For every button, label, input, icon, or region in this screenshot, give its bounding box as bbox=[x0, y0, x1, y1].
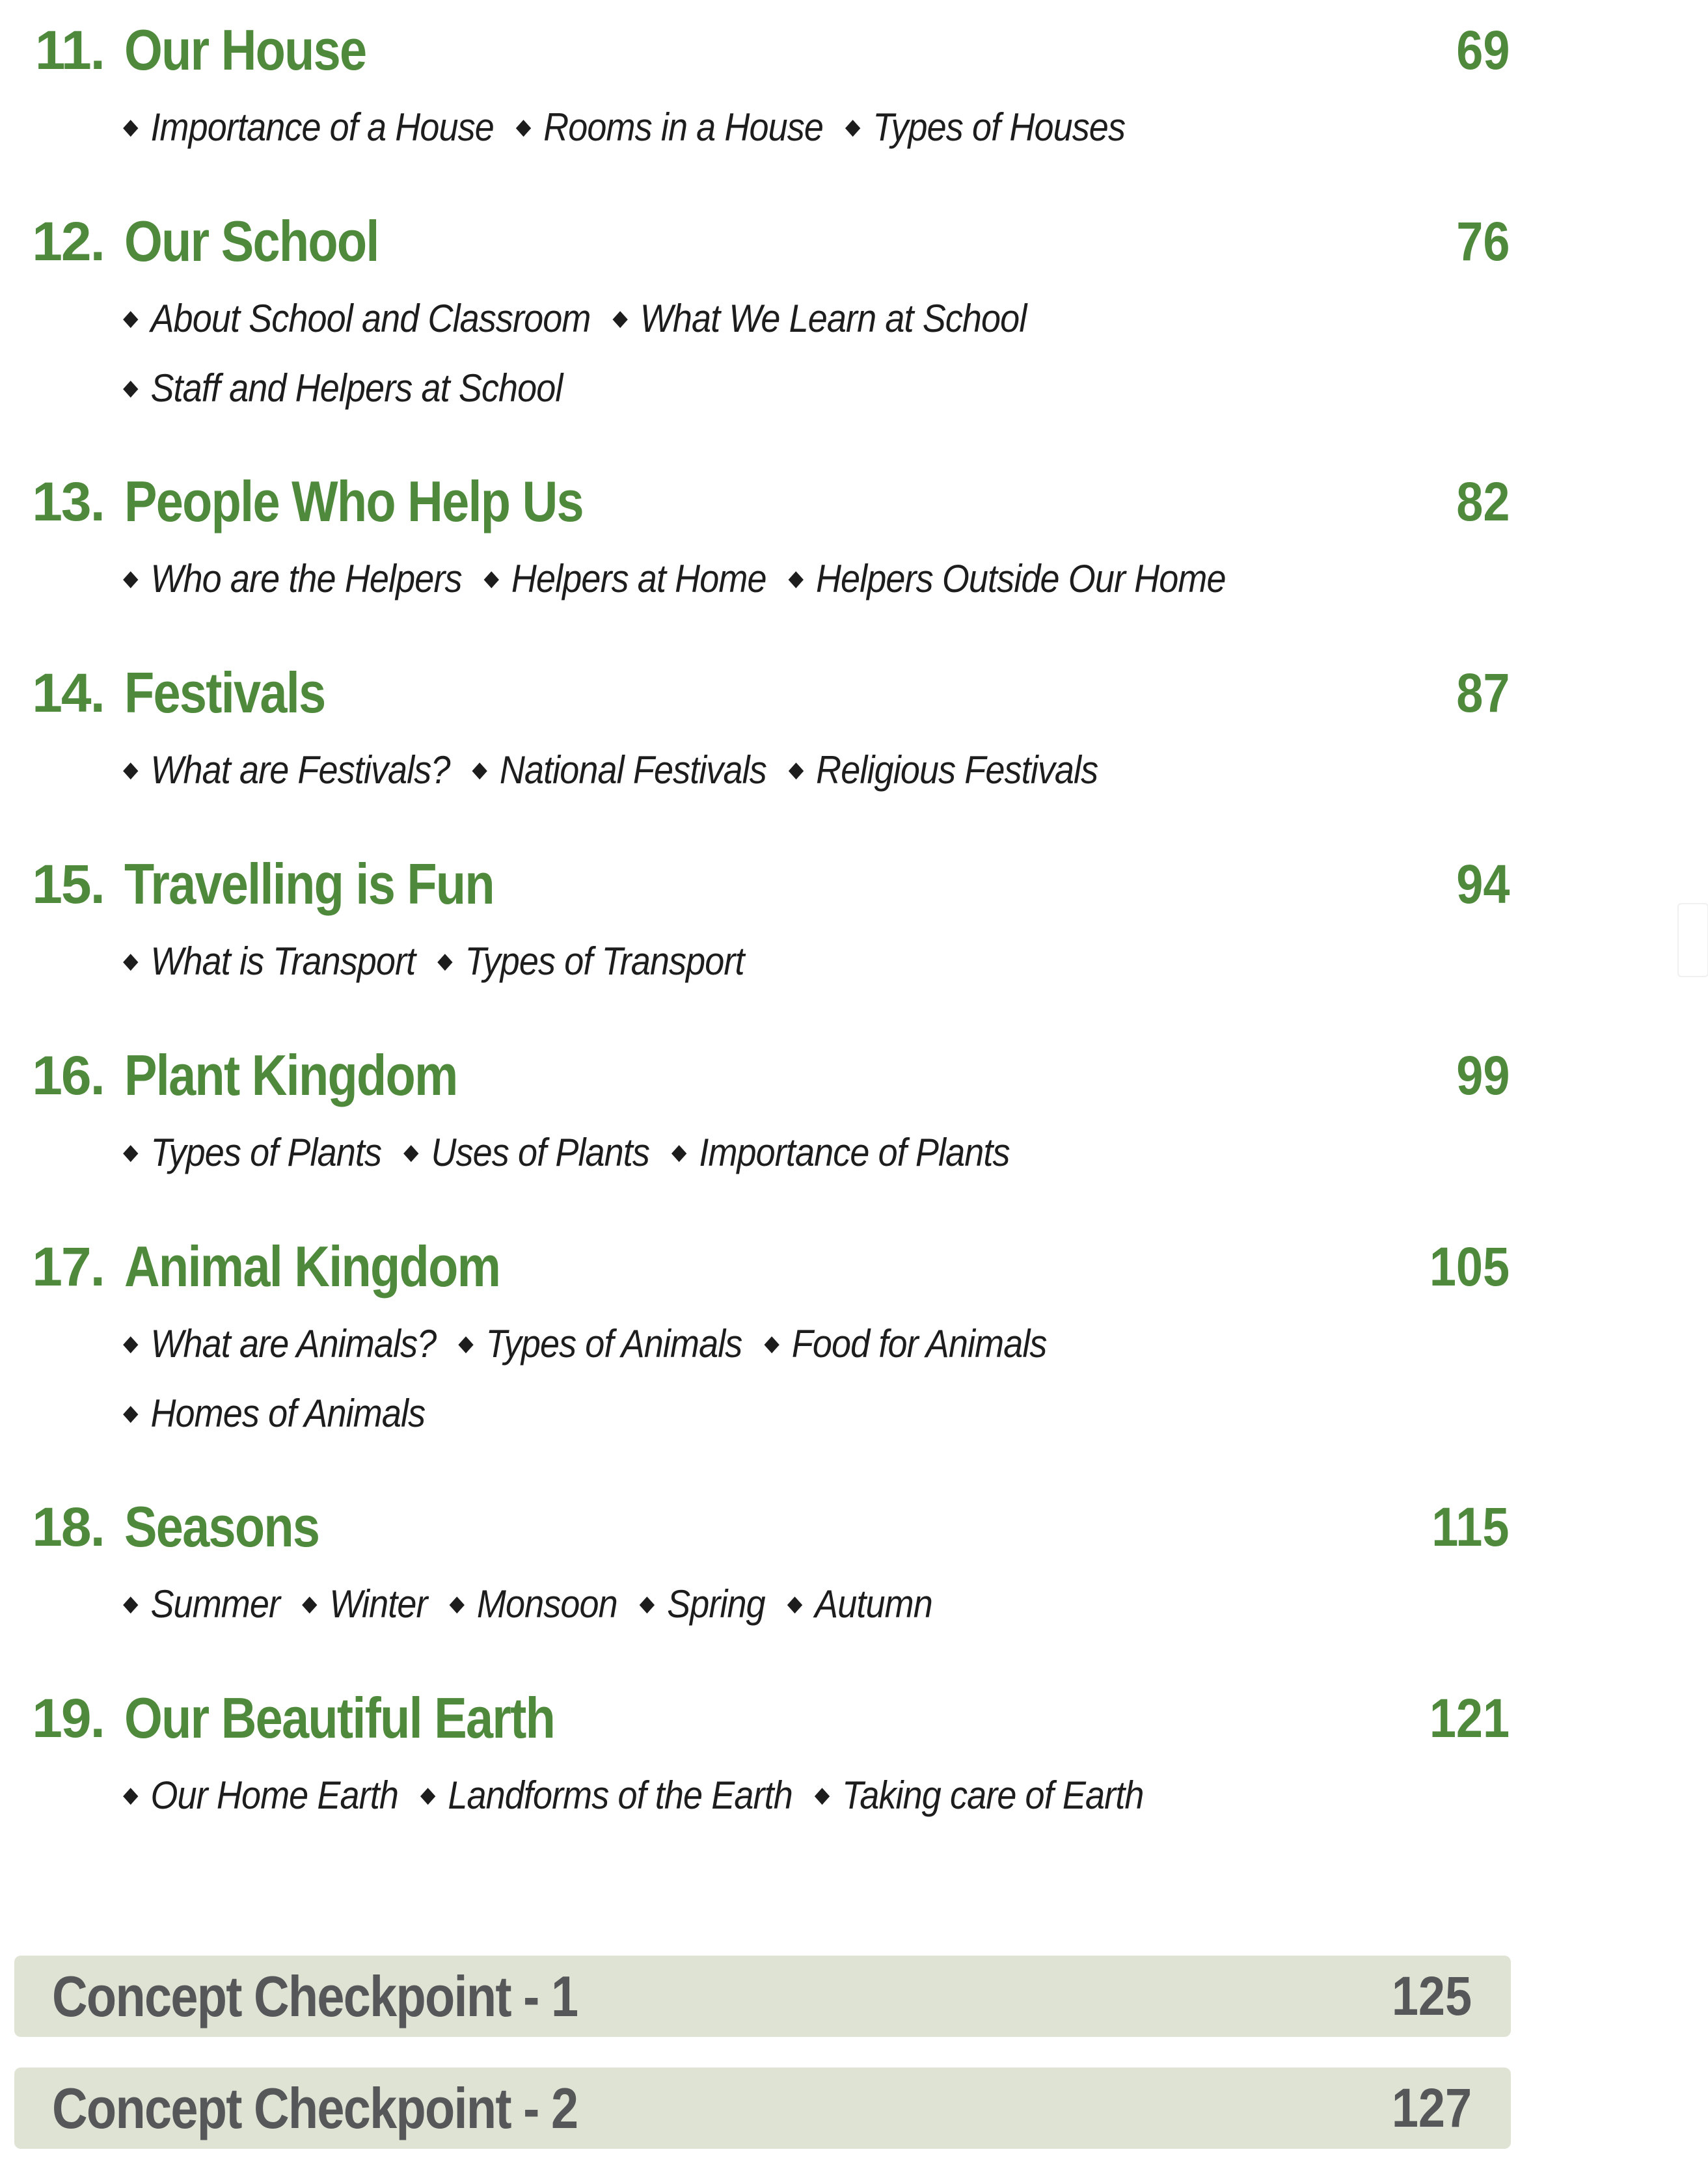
checkpoint-page-number: 127 bbox=[1391, 2077, 1472, 2138]
diamond-bullet-icon: ◆ bbox=[764, 1331, 779, 1356]
topic-list bbox=[123, 1118, 1562, 1187]
diamond-bullet-icon: ◆ bbox=[515, 115, 531, 139]
topic: Winter bbox=[329, 1582, 427, 1626]
diamond-bullet-icon: ◆ bbox=[123, 306, 138, 330]
chapter-entry bbox=[0, 8, 1562, 162]
chapter-title: Plant Kingdom bbox=[124, 1043, 457, 1107]
topic: Importance of a House bbox=[150, 105, 494, 149]
diamond-bullet-icon: ◆ bbox=[123, 1783, 138, 1807]
topic: Our Home Earth bbox=[150, 1773, 398, 1817]
chapter-title: Our House bbox=[124, 18, 366, 82]
chapter-title: People Who Help Us bbox=[124, 469, 583, 533]
chapter-page-number: 69 bbox=[1456, 20, 1510, 81]
diamond-bullet-icon: ◆ bbox=[449, 1591, 465, 1616]
topic: Uses of Plants bbox=[431, 1131, 650, 1174]
chapter-heading[interactable] bbox=[0, 459, 1562, 544]
chapter-title: Our School bbox=[124, 209, 379, 273]
topic: Types of Transport bbox=[465, 939, 744, 983]
chapter-entry bbox=[0, 842, 1562, 996]
chapter-heading[interactable] bbox=[0, 1485, 1562, 1569]
chapter-page-number: 87 bbox=[1456, 662, 1510, 723]
diamond-bullet-icon: ◆ bbox=[639, 1591, 655, 1616]
topic-line bbox=[123, 1760, 1418, 1830]
topic-list bbox=[123, 926, 1562, 996]
topic: Monsoon bbox=[476, 1582, 617, 1626]
topic-line bbox=[123, 1309, 1418, 1379]
chapter-heading[interactable] bbox=[0, 842, 1562, 926]
topic: National Festivals bbox=[499, 748, 766, 792]
diamond-bullet-icon: ◆ bbox=[845, 115, 860, 139]
diamond-bullet-icon: ◆ bbox=[123, 1331, 138, 1356]
topic: Helpers at Home bbox=[511, 557, 766, 600]
chapter-page-number: 94 bbox=[1456, 854, 1510, 915]
topic: Helpers Outside Our Home bbox=[815, 557, 1226, 600]
topic: Autumn bbox=[815, 1582, 932, 1626]
chapter-number: 16. bbox=[32, 1045, 104, 1106]
chapter-title: Seasons bbox=[124, 1494, 319, 1559]
diamond-bullet-icon: ◆ bbox=[483, 566, 499, 591]
checkpoint-title: Concept Checkpoint - 2 bbox=[52, 2076, 578, 2140]
diamond-bullet-icon: ◆ bbox=[788, 757, 804, 782]
chapter-page-number: 121 bbox=[1429, 1688, 1510, 1749]
checkpoint-entry[interactable] bbox=[14, 2068, 1511, 2149]
topic-line bbox=[123, 284, 1418, 353]
topic: Types of Animals bbox=[485, 1322, 742, 1366]
chapter-entry bbox=[0, 1224, 1562, 1448]
diamond-bullet-icon: ◆ bbox=[123, 375, 138, 400]
topic: What are Festivals? bbox=[150, 748, 450, 792]
diamond-bullet-icon: ◆ bbox=[814, 1783, 830, 1807]
chapter-entry bbox=[0, 1033, 1562, 1187]
chapter-title: Festivals bbox=[124, 660, 325, 725]
diamond-bullet-icon: ◆ bbox=[123, 1401, 138, 1425]
chapter-number: 19. bbox=[32, 1688, 104, 1749]
topic-list bbox=[123, 544, 1562, 613]
topic-line bbox=[123, 1569, 1418, 1639]
chapter-number: 18. bbox=[32, 1496, 104, 1557]
chapter-title: Animal Kingdom bbox=[124, 1234, 500, 1299]
diamond-bullet-icon: ◆ bbox=[458, 1331, 473, 1356]
topic-list bbox=[123, 1309, 1562, 1448]
chapter-number: 15. bbox=[32, 854, 104, 915]
checkpoint-page-number: 125 bbox=[1391, 1965, 1472, 2027]
diamond-bullet-icon: ◆ bbox=[472, 757, 487, 782]
chapter-page-number: 105 bbox=[1429, 1236, 1510, 1297]
chapter-entry bbox=[0, 459, 1562, 613]
topic: Food for Animals bbox=[791, 1322, 1047, 1366]
chapter-heading[interactable] bbox=[0, 1033, 1562, 1118]
topic: What are Animals? bbox=[150, 1322, 437, 1366]
chapter-number: 17. bbox=[32, 1236, 104, 1297]
topic-line bbox=[123, 926, 1418, 996]
chapter-number: 14. bbox=[32, 662, 104, 723]
chapter-page-number: 82 bbox=[1456, 471, 1510, 532]
topic: About School and Classroom bbox=[150, 297, 591, 340]
topic-line bbox=[123, 735, 1418, 805]
topic: Taking care of Earth bbox=[842, 1773, 1144, 1817]
diamond-bullet-icon: ◆ bbox=[403, 1140, 418, 1165]
diamond-bullet-icon: ◆ bbox=[123, 757, 138, 782]
topic: Rooms in a House bbox=[543, 105, 824, 149]
topic-line bbox=[123, 1118, 1418, 1187]
topic-line bbox=[123, 92, 1418, 162]
topic: Staff and Helpers at School bbox=[150, 366, 563, 410]
chapter-heading[interactable] bbox=[0, 199, 1562, 284]
chapter-heading[interactable] bbox=[0, 1224, 1562, 1309]
topic-line bbox=[123, 1379, 1418, 1448]
topic-list bbox=[123, 1760, 1562, 1830]
checkpoint-entry[interactable] bbox=[14, 1956, 1511, 2037]
topic: Spring bbox=[667, 1582, 765, 1626]
topic: Summer bbox=[150, 1582, 280, 1626]
topic: What We Learn at School bbox=[640, 297, 1027, 340]
diamond-bullet-icon: ◆ bbox=[787, 1591, 802, 1616]
chapter-entry bbox=[0, 1485, 1562, 1639]
chapter-entry bbox=[0, 199, 1562, 423]
diamond-bullet-icon: ◆ bbox=[788, 566, 804, 591]
diamond-bullet-icon: ◆ bbox=[123, 949, 138, 973]
topic: Types of Plants bbox=[150, 1131, 382, 1174]
diamond-bullet-icon: ◆ bbox=[123, 115, 138, 139]
topic-list bbox=[123, 1569, 1562, 1639]
diamond-bullet-icon: ◆ bbox=[123, 566, 138, 591]
chapter-page-number: 99 bbox=[1456, 1045, 1510, 1106]
topic: Who are the Helpers bbox=[150, 557, 462, 600]
chapter-entry bbox=[0, 651, 1562, 805]
diamond-bullet-icon: ◆ bbox=[437, 949, 452, 973]
chapter-heading[interactable] bbox=[0, 1676, 1562, 1760]
diamond-bullet-icon: ◆ bbox=[301, 1591, 317, 1616]
chapter-page-number: 115 bbox=[1431, 1496, 1510, 1557]
chapter-number: 12. bbox=[32, 211, 104, 272]
topic-list bbox=[123, 284, 1562, 423]
chapter-title: Our Beautiful Earth bbox=[124, 1686, 555, 1750]
diamond-bullet-icon: ◆ bbox=[123, 1140, 138, 1165]
topic-line bbox=[123, 544, 1418, 613]
diamond-bullet-icon: ◆ bbox=[612, 306, 627, 330]
chapter-entry bbox=[0, 1676, 1562, 1830]
chapter-heading[interactable] bbox=[0, 8, 1562, 92]
chapter-heading[interactable] bbox=[0, 651, 1562, 735]
chapter-number: 11. bbox=[34, 20, 104, 81]
topic: Landforms of the Earth bbox=[448, 1773, 793, 1817]
topic: Types of Houses bbox=[873, 105, 1126, 149]
topic-line bbox=[123, 353, 1418, 423]
page-edge-marker bbox=[1677, 903, 1708, 977]
topic: Importance of Plants bbox=[699, 1131, 1010, 1174]
chapter-title: Travelling is Fun bbox=[124, 852, 494, 916]
diamond-bullet-icon: ◆ bbox=[420, 1783, 435, 1807]
checkpoint-title: Concept Checkpoint - 1 bbox=[52, 1964, 578, 2028]
chapter-number: 13. bbox=[32, 471, 104, 532]
diamond-bullet-icon: ◆ bbox=[123, 1591, 138, 1616]
topic-list bbox=[123, 92, 1562, 162]
topic: What is Transport bbox=[150, 939, 416, 983]
topic: Religious Festivals bbox=[816, 748, 1098, 792]
topic-list bbox=[123, 735, 1562, 805]
topic: Homes of Animals bbox=[150, 1392, 426, 1435]
diamond-bullet-icon: ◆ bbox=[671, 1140, 686, 1165]
chapter-page-number: 76 bbox=[1456, 211, 1510, 272]
